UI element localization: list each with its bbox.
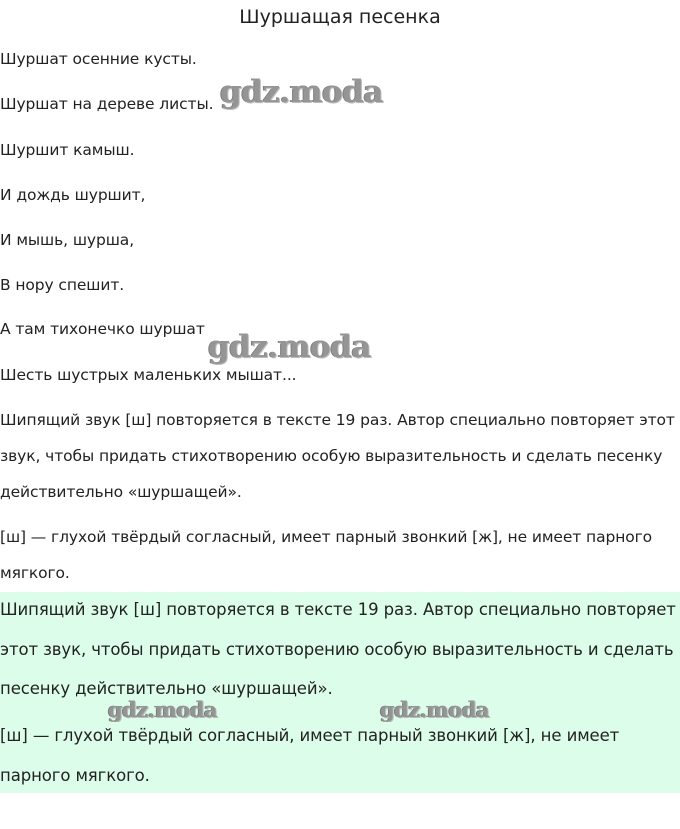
highlight-paragraph: [ш] — глухой твёрдый согласный, имеет парный звонкий [ж], не имеет парного мягкого. bbox=[0, 726, 620, 785]
poem-line: А там тихонечко шуршат bbox=[0, 320, 205, 338]
watermark-logo: gdz.moda bbox=[108, 697, 218, 722]
highlight-box bbox=[0, 592, 680, 793]
highlight-paragraph: Шипящий звук [ш] повторяется в тексте 19 раз. Автор специально повторяет этот звук, чтобы придать стихотворению особую выразительность и сделать песенку действительно «шуршащей». bbox=[0, 600, 676, 698]
poem-line: Шуршат на дереве листы. bbox=[0, 95, 214, 113]
watermark-logo: gdz.moda bbox=[208, 329, 371, 365]
poem-line: И дождь шуршит, bbox=[0, 186, 146, 204]
page-title: Шуршащая песенка bbox=[239, 6, 441, 28]
poem-line: Шуршит камыш. bbox=[0, 141, 135, 159]
watermark-logo: gdz.moda bbox=[380, 697, 490, 722]
poem-line: Шуршат осенние кусты. bbox=[0, 50, 197, 68]
poem-line: И мышь, шурша, bbox=[0, 231, 135, 249]
explanation-paragraph: Шипящий звук [ш] повторяется в тексте 19 раз. Автор специально повторяет этот звук, чтобы придать стихотворению особую выразительность и сделать песенку действительно «шуршащей». bbox=[0, 411, 675, 501]
poem-line: В нору спешит. bbox=[0, 276, 125, 294]
watermark-logo: gdz.moda bbox=[220, 74, 383, 110]
poem-line: Шесть шустрых маленьких мышат... bbox=[0, 366, 297, 384]
explanation-paragraph: [ш] — глухой твёрдый согласный, имеет парный звонкий [ж], не имеет парного мягкого. bbox=[0, 528, 653, 582]
